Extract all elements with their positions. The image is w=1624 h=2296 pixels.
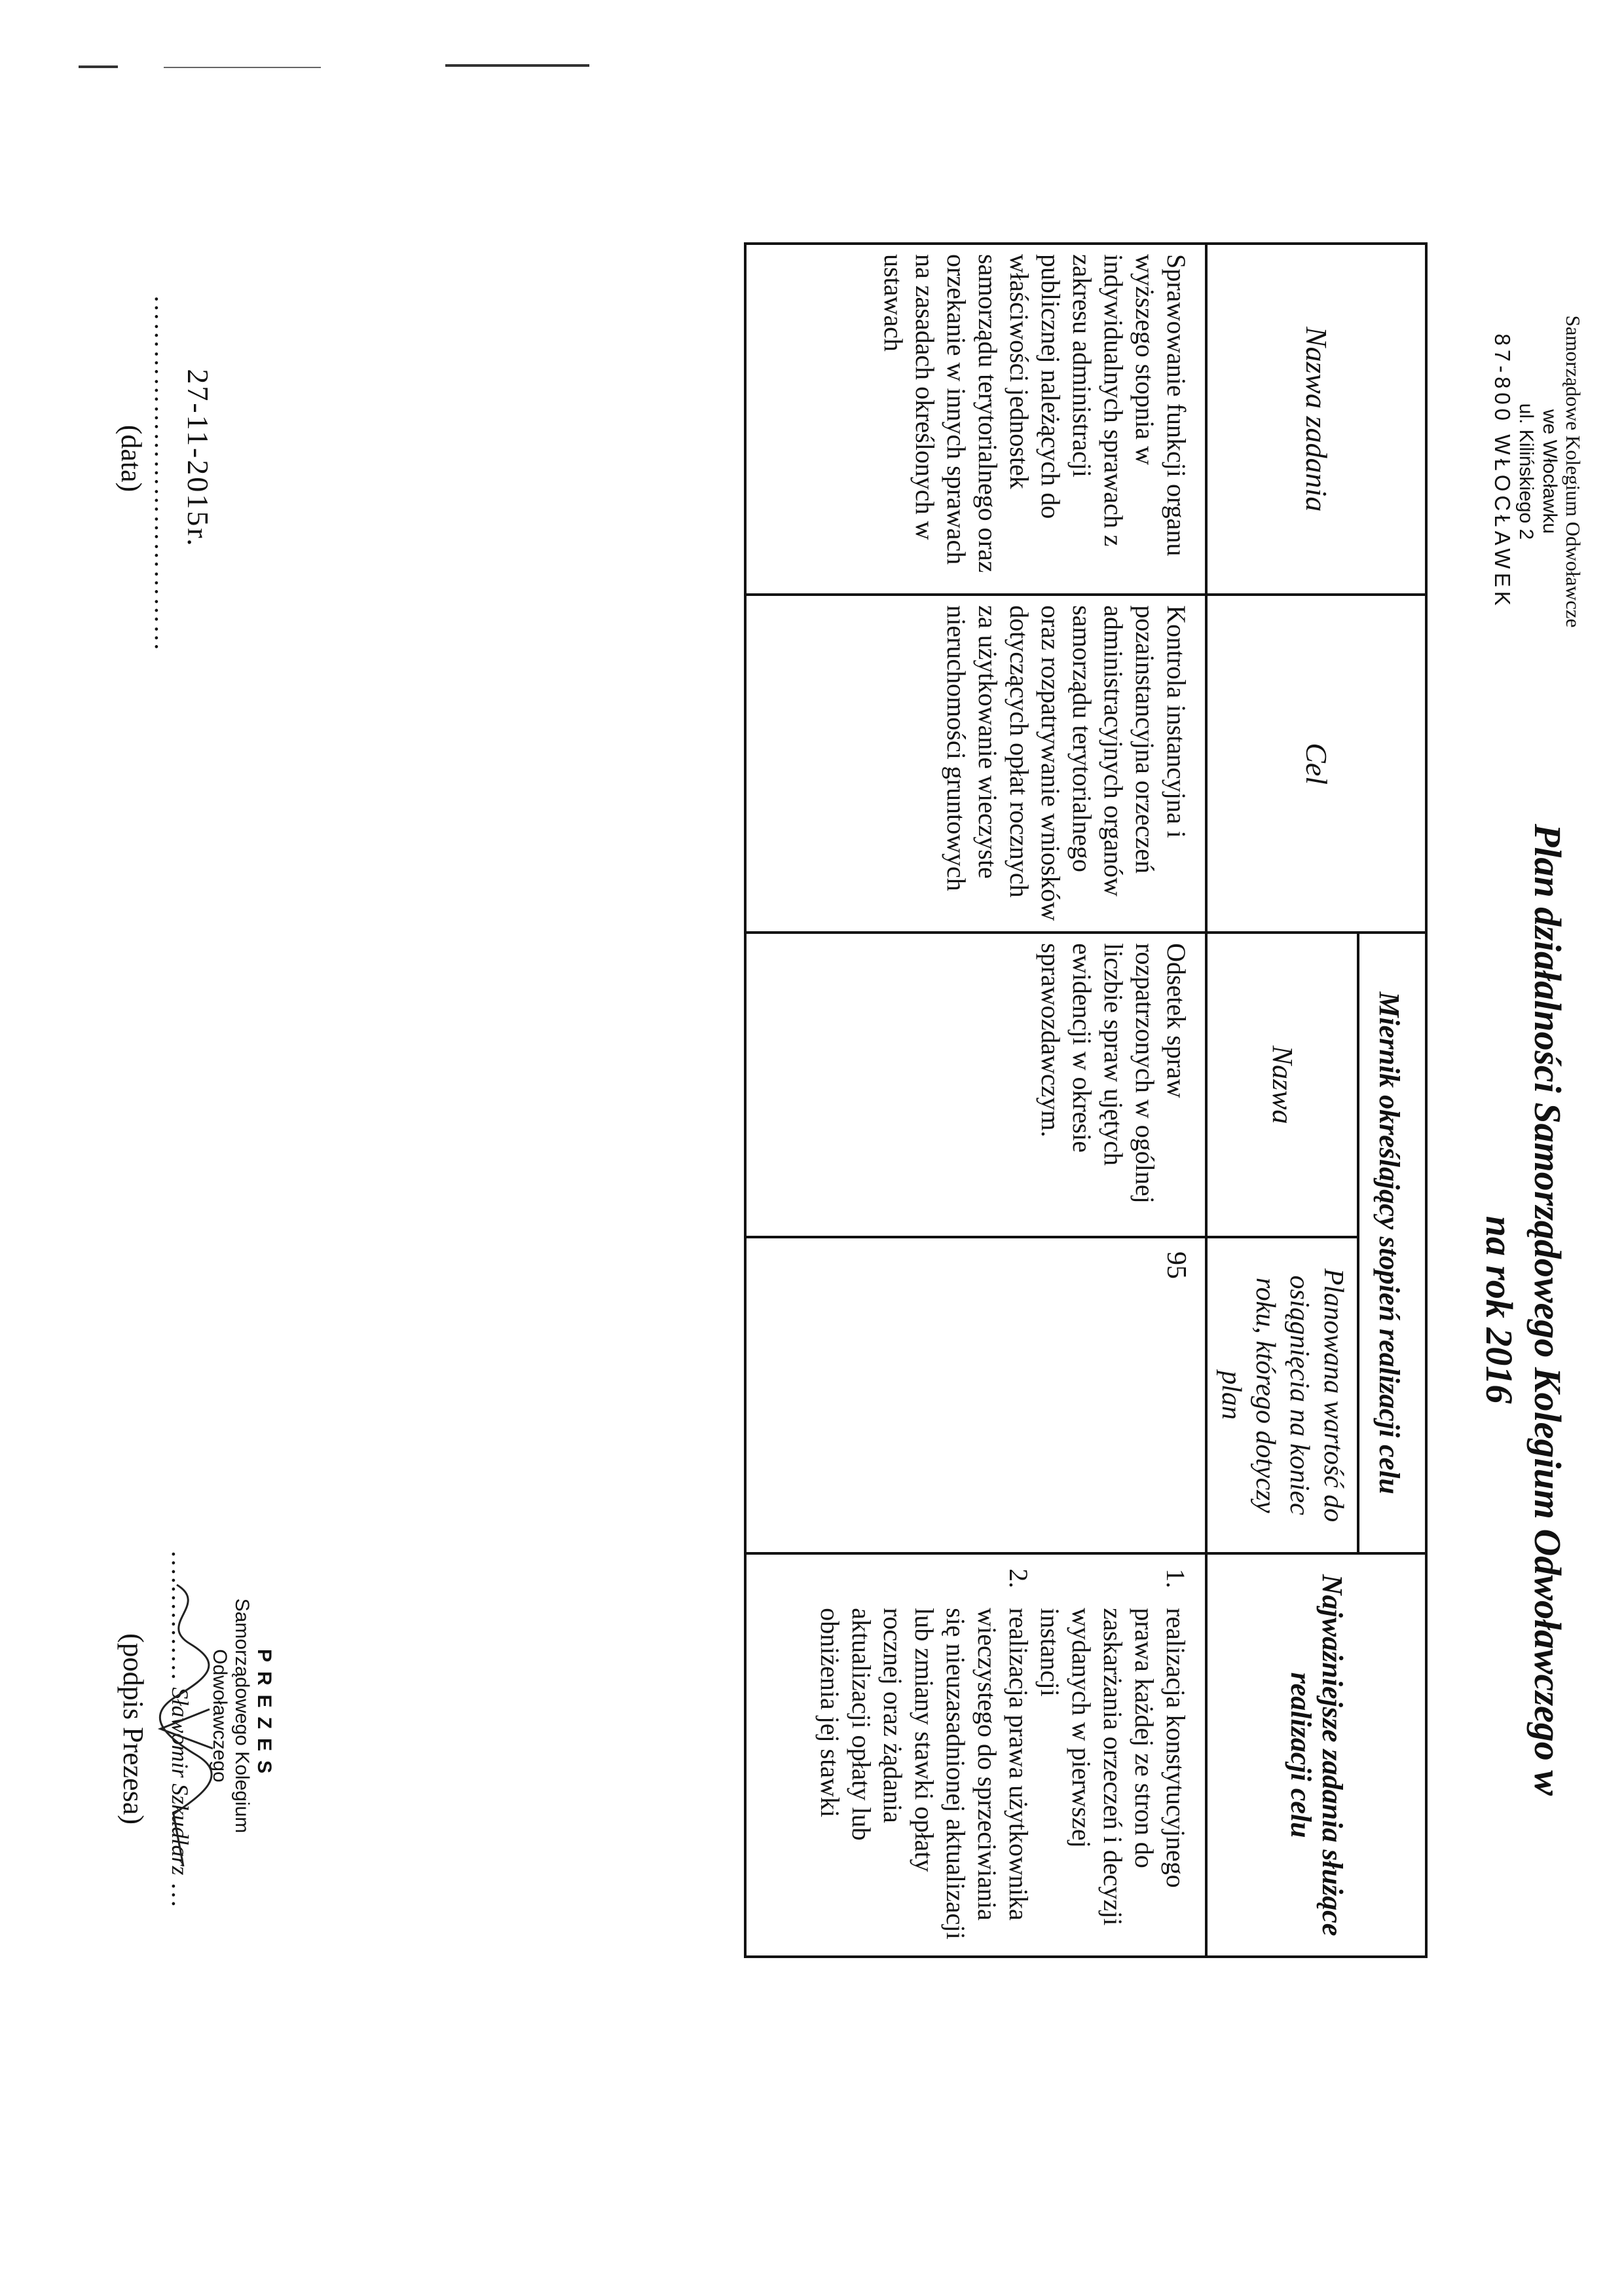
stamp-line: we Włocławku (1539, 409, 1560, 534)
header-task-name: Nazwa zadania (1206, 244, 1426, 595)
handwritten-signature (151, 1578, 223, 1879)
header-measure-value: Planowana wartość do osiągnięcia na koniec roku, którego dotyczy plan (1206, 1237, 1358, 1553)
date-dots: ………………………………… (149, 295, 179, 652)
signature-dots: … (166, 1881, 196, 1908)
cell-goal: Kontrola instancyjna i pozainstancyjna orzeczeń administracyjnych organów samorządu terytorialnego oraz rozpatrywanie wniosków dotyczących opłat rocznych za użytkowanie wieczyste nieruchomości gruntowych (745, 595, 1206, 933)
signature-name: Sławomir Szkudlarz (167, 1687, 193, 1876)
date-value: 27-11-2015r. (181, 369, 215, 548)
title-line-2: na rok 2016 (1478, 1215, 1521, 1404)
header-goal: Cel (1206, 595, 1426, 933)
actions-list (801, 1555, 1204, 1955)
signature-dots: …………… (166, 1549, 196, 1681)
plan-table (744, 242, 1428, 1958)
header-measure-group: Miernik określający stopień realizacji celu (1358, 933, 1426, 1553)
title-line-1: Plan działalności Samorządowego Kolegium Odwoławczego w (1526, 824, 1569, 1796)
cell-measure-name: Odsetek spraw rozpatrzonych w ogólnej liczbie spraw ujętych ewidencji w okresie sprawozdawczym. (745, 933, 1206, 1237)
date-section (113, 295, 216, 652)
stamp-line: Samorządowe Kolegium Odwoławcze (1562, 315, 1585, 628)
stamp-title: PREZES (253, 1648, 275, 1783)
cell-measure-value: 95 (745, 1237, 1206, 1553)
header-measure-name: Nazwa (1206, 933, 1358, 1237)
signature-caption: (podpis Prezesa) (117, 1633, 149, 1824)
cell-task: Sprawowanie funkcji organu wyższego stopnia w indywidualnych sprawach z zakresu administracji publicznej należących do właściwości jednostek samorządu terytorialnego oraz orzekanie w innych sprawach na zasadach określonych w ustawach (745, 244, 1206, 595)
office-stamp (1490, 275, 1585, 668)
table-header-row (1358, 244, 1426, 1957)
list-item: 2. realizacja prawa użytkownika wieczystego do sprzeciwiania się nieuzasadnionej aktualizacji lub zmiany stawki opłaty rocznej oraz żądania aktualizacji opłaty lub obniżenia jej stawki (814, 1595, 1034, 1942)
stamp-line: ul. Kilińskiego 2 (1515, 403, 1537, 540)
signature-section (115, 1467, 196, 1991)
stamp-line: Samorządowego Kolegium (231, 1598, 253, 1834)
list-item: 1. realizacja konstytucyjnego prawa każdej ze stron do zaskarżania orzeczeń i decyzji wydanych w pierwszej instancji (1034, 1595, 1191, 1942)
cell-key-actions (745, 1553, 1206, 1957)
date-caption: (data) (115, 424, 147, 492)
table-row (745, 244, 1206, 1957)
signature-line (151, 1467, 196, 1991)
header-key-actions: Najważniejsze zadania służące realizacji celu (1206, 1553, 1426, 1957)
stamp-line: 87-800 WŁOCŁAWEK (1490, 333, 1515, 610)
document-title (1475, 688, 1572, 1932)
stamp-line: Odwoławczego (209, 1649, 231, 1783)
